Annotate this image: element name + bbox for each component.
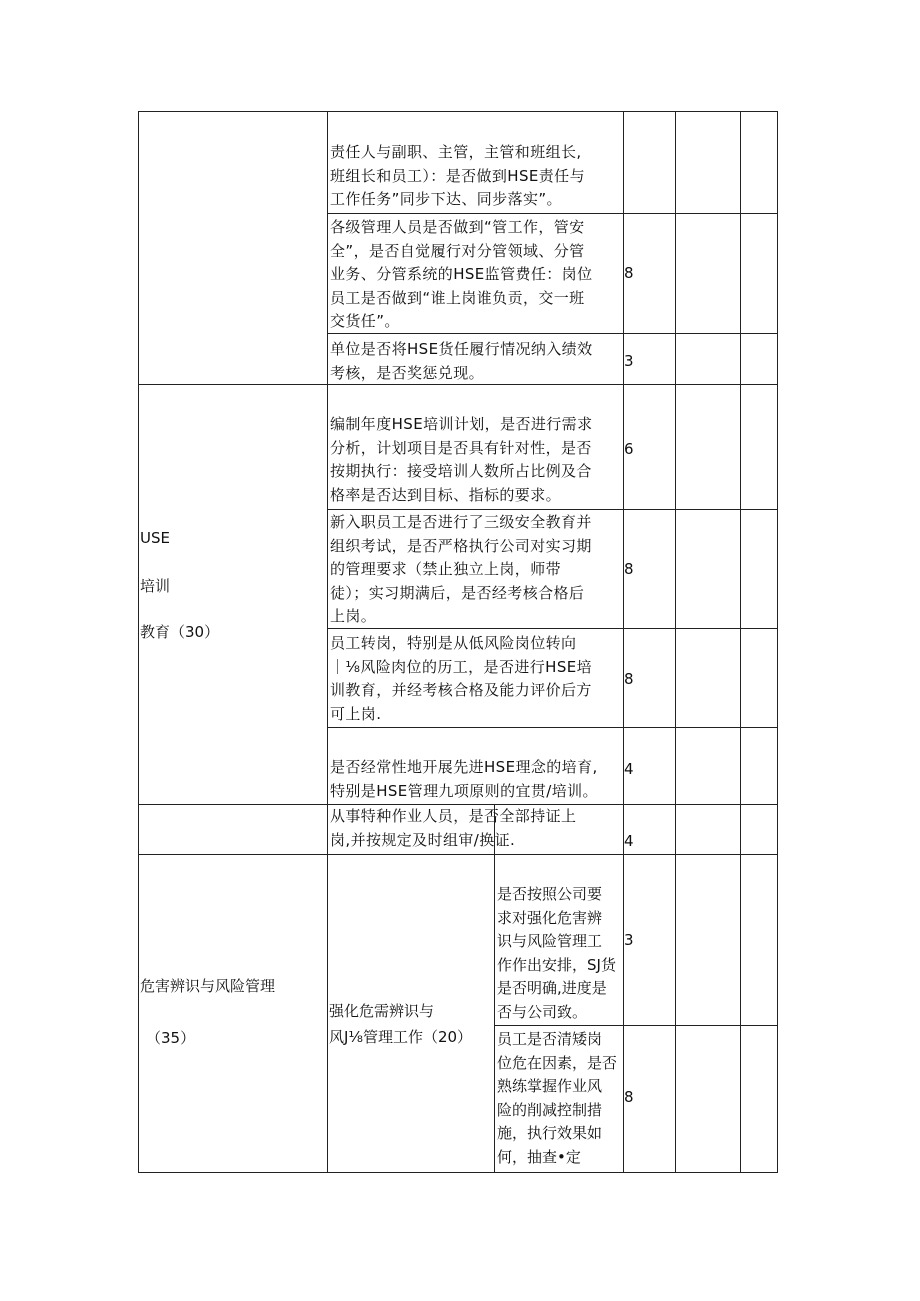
category-hse-training: 培训 xyxy=(140,577,171,595)
rule xyxy=(327,213,778,214)
rule xyxy=(494,1025,778,1026)
rule xyxy=(327,727,778,728)
criterion-text: 从事特种作业人员，是否全部持证上 岗,并按规定及时组审/换证. xyxy=(330,807,577,849)
category-hazard-score: （35） xyxy=(146,1029,196,1047)
rule xyxy=(777,111,778,1173)
rule xyxy=(675,111,676,1173)
criterion-text: 单位是否将HSE货任履行情况纳入绩效 考核，是否奖惩兑现。 xyxy=(330,340,593,382)
criterion-text: 编制年度HSE培训计划，是否进行需求 分析，计划项目是否具有针对性，是否 按期执行：接受培训人数所占比例及合 格率是否达到目标、指标的要求。 xyxy=(330,415,593,504)
criterion-score: 8 xyxy=(624,1088,634,1106)
category-hazard: 危害辨识与风险管理 xyxy=(140,977,276,995)
criterion-text: 各级管理人员是否做到“管工作，管安 全”，是否自觉履行对分管领域、分管 业务、分管系统的HSE监管费任：岗位 员工是否做到“谁上岗谁负贡，交一班 交货任”。 xyxy=(330,218,593,330)
rule xyxy=(327,509,778,510)
criterion-text: 员工转岗，特别是从低风险岗位转向 ｜⅛风险肉位的历工，是否进行HSE培 训教育，并经考核合格及能力评价后方 可上岗. xyxy=(330,634,593,723)
rule xyxy=(740,111,741,1173)
criterion-score: 3 xyxy=(624,931,634,949)
criterion-score: 6 xyxy=(624,440,634,458)
criterion-score: 8 xyxy=(624,264,634,282)
criterion-score: 8 xyxy=(624,560,634,578)
category-hse-code: USE xyxy=(140,529,170,547)
criterion-score: 4 xyxy=(624,832,634,850)
subcategory-hazard-line1: 强化危需辨识与 xyxy=(329,1002,435,1020)
rule xyxy=(327,111,328,1173)
criterion-score: 8 xyxy=(624,670,634,688)
rule xyxy=(138,111,778,112)
rule xyxy=(138,111,139,1173)
rule xyxy=(138,1172,778,1173)
rule xyxy=(494,804,495,1173)
category-hse-education: 教育（30） xyxy=(140,623,220,641)
criterion-text: 新入职员工是否进行了三级安全教育并 组织考试，是否严格执行公司对实习期 的管理要求（禁止独立上岗，师带 徒）；实习期满后，是否经考核合格后 上岗。 xyxy=(330,513,592,625)
criterion-score: 3 xyxy=(624,352,634,370)
criterion-text: 员工是否清矮岗 位危在因素，是否 熟练掌握作业风 险的削减控制措 施，执行效果如 何，抽查•定 xyxy=(497,1030,618,1166)
criterion-text: 责任人与副职、主管，主管和班组长, 班组长和员工）：是否做到HSE责任与 工作任务”同步下达、同步落实”。 xyxy=(330,143,585,208)
criterion-text: 是否经常性地开展先进HSE理念的培育, 特别是HSE管理九项原则的宜贯/培训。 xyxy=(330,758,598,800)
subcategory-hazard-line2: 风J⅛管理工作（20） xyxy=(329,1028,473,1046)
criterion-score: 4 xyxy=(624,760,634,778)
rule xyxy=(138,854,778,855)
criterion-text: 是否按照公司要 求对强化危害辨 识与风险管理工 作作出安排，SJ货 是否明确,进度是 否与公司致。 xyxy=(497,885,616,1021)
